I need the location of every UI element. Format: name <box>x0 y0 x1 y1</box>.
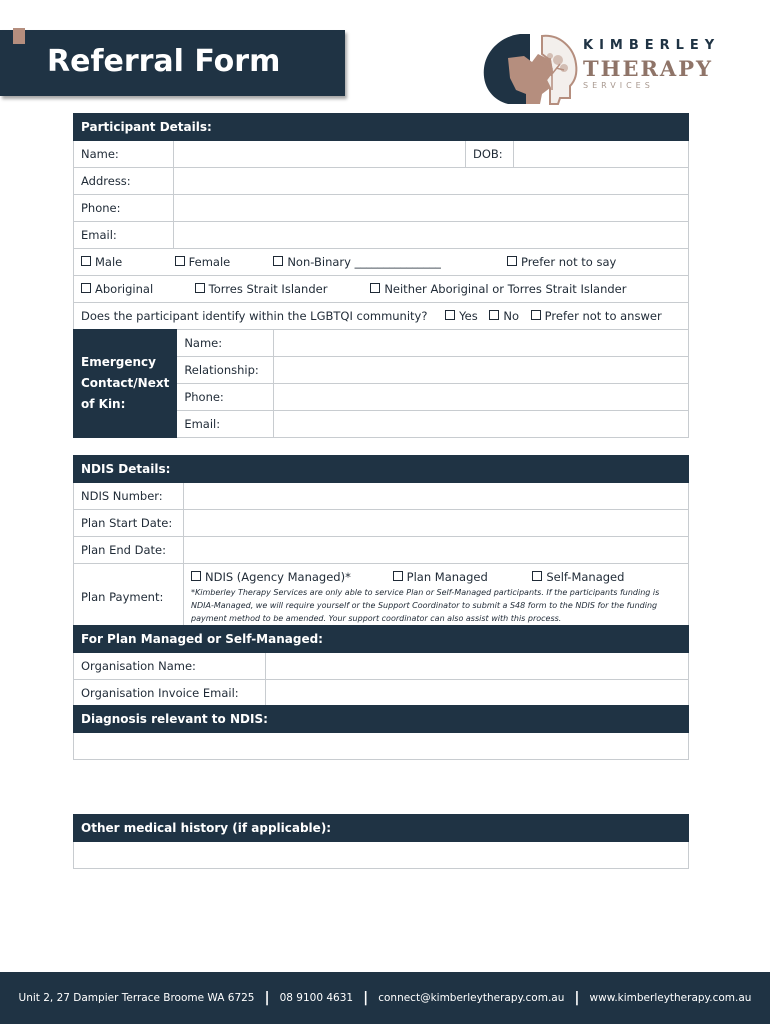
lgbtqi-row <box>74 303 689 330</box>
org-name-label: Organisation Name: <box>74 653 266 680</box>
checkbox-icon[interactable] <box>532 571 542 581</box>
participant-heading: Participant Details: <box>74 114 689 141</box>
footer-address: Unit 2, 27 Dampier Terrace Broome WA 6725 <box>18 992 255 1004</box>
footer-separator: | <box>264 990 270 1006</box>
footer-website[interactable]: www.kimberleytherapy.com.au <box>589 992 752 1004</box>
plan-end-label: Plan End Date: <box>74 537 184 564</box>
plan-payment-cell <box>184 564 689 631</box>
lgbtqi-yes-option[interactable]: Yes <box>445 309 478 323</box>
gender-female-option[interactable]: Female <box>175 255 270 269</box>
ec-email-field[interactable] <box>274 411 689 438</box>
checkbox-icon[interactable] <box>273 256 283 266</box>
name-label: Name: <box>74 141 174 168</box>
gender-male-option[interactable]: Male <box>81 255 171 269</box>
emergency-table <box>73 329 689 438</box>
checkbox-icon[interactable] <box>531 310 541 320</box>
ndis-number-label: NDIS Number: <box>74 483 184 510</box>
plan-start-field[interactable] <box>184 510 689 537</box>
history-heading: Other medical history (if applicable): <box>74 815 689 842</box>
plan-managed-option[interactable]: Plan Managed <box>393 570 529 584</box>
diagnosis-table <box>73 705 689 760</box>
ec-name-label: Name: <box>177 330 274 357</box>
ec-relationship-field[interactable] <box>274 357 689 384</box>
indigenous-row <box>74 276 689 303</box>
torres-strait-option[interactable]: Torres Strait Islander <box>195 282 367 296</box>
ndis-heading: NDIS Details: <box>74 456 689 483</box>
checkbox-icon[interactable] <box>81 283 91 293</box>
org-name-field[interactable] <box>266 653 689 680</box>
address-field[interactable] <box>174 168 689 195</box>
checkbox-icon[interactable] <box>191 571 201 581</box>
plan-end-field[interactable] <box>184 537 689 564</box>
participant-table <box>73 113 689 330</box>
funding-note: *Kimberley Therapy Services are only able to service Plan or Self-Managed participants. If the participants funding is NDIA-Managed, we will require yourself or the Support Coordinator to submit a S48 form to the NDIS for the funding payment method to be amended. Your support coordinator can also assist with this process. <box>191 587 660 623</box>
email-field[interactable] <box>174 222 689 249</box>
ndis-number-field[interactable] <box>184 483 689 510</box>
address-label: Address: <box>74 168 174 195</box>
self-managed-option[interactable]: Self-Managed <box>532 570 624 584</box>
checkbox-icon[interactable] <box>175 256 185 266</box>
diagnosis-heading: Diagnosis relevant to NDIS: <box>74 706 689 733</box>
checkbox-icon[interactable] <box>370 283 380 293</box>
dob-label: DOB: <box>466 141 514 168</box>
lgbtqi-no-option[interactable]: No <box>489 309 519 323</box>
emergency-contact-label: Emergency Contact/Next of Kin: <box>74 330 177 438</box>
footer-separator: | <box>363 990 369 1006</box>
logo-word-kimberley: KIMBERLEY <box>583 38 721 53</box>
footer-phone: 08 9100 4631 <box>279 992 354 1004</box>
org-email-label: Organisation Invoice Email: <box>74 680 266 707</box>
neither-option[interactable]: Neither Aboriginal or Torres Strait Islander <box>370 282 626 296</box>
history-field[interactable] <box>74 842 689 869</box>
ec-email-label: Email: <box>177 411 274 438</box>
email-label: Email: <box>74 222 174 249</box>
ec-phone-field[interactable] <box>274 384 689 411</box>
gender-prefer-not-option[interactable]: Prefer not to say <box>507 255 616 269</box>
checkbox-icon[interactable] <box>445 310 455 320</box>
phone-label: Phone: <box>74 195 174 222</box>
checkbox-icon[interactable] <box>81 256 91 266</box>
dob-field[interactable] <box>514 141 689 168</box>
logo-word-therapy: THERAPY <box>583 56 714 81</box>
checkbox-icon[interactable] <box>195 283 205 293</box>
phone-field[interactable] <box>174 195 689 222</box>
ndis-table <box>73 455 689 631</box>
footer-separator: | <box>574 990 580 1006</box>
banner-tab-accent <box>13 28 25 44</box>
plan-managed-table <box>73 625 689 707</box>
lgbtqi-question: Does the participant identify within the LGBTQI community? <box>81 309 428 323</box>
title-banner <box>0 30 345 96</box>
page-title: Referral Form <box>47 44 281 79</box>
plan-start-label: Plan Start Date: <box>74 510 184 537</box>
plan-payment-label: Plan Payment: <box>74 564 184 631</box>
gender-nonbinary-option[interactable]: Non-Binary _______________ <box>273 255 503 269</box>
agency-managed-option[interactable]: NDIS (Agency Managed)* <box>191 570 389 584</box>
diagnosis-field[interactable] <box>74 733 689 760</box>
footer-email[interactable]: connect@kimberleytherapy.com.au <box>378 992 565 1004</box>
checkbox-icon[interactable] <box>507 256 517 266</box>
footer <box>0 972 770 1024</box>
name-field[interactable] <box>174 141 466 168</box>
ec-phone-label: Phone: <box>177 384 274 411</box>
aboriginal-option[interactable]: Aboriginal <box>81 282 191 296</box>
plan-managed-heading: For Plan Managed or Self-Managed: <box>74 626 689 653</box>
gender-row <box>74 249 689 276</box>
lgbtqi-prefer-not-option[interactable]: Prefer not to answer <box>531 309 662 323</box>
history-table <box>73 814 689 869</box>
ec-name-field[interactable] <box>274 330 689 357</box>
checkbox-icon[interactable] <box>393 571 403 581</box>
checkbox-icon[interactable] <box>489 310 499 320</box>
logo-word-services: SERVICES <box>583 81 654 90</box>
ec-relationship-label: Relationship: <box>177 357 274 384</box>
org-email-field[interactable] <box>266 680 689 707</box>
